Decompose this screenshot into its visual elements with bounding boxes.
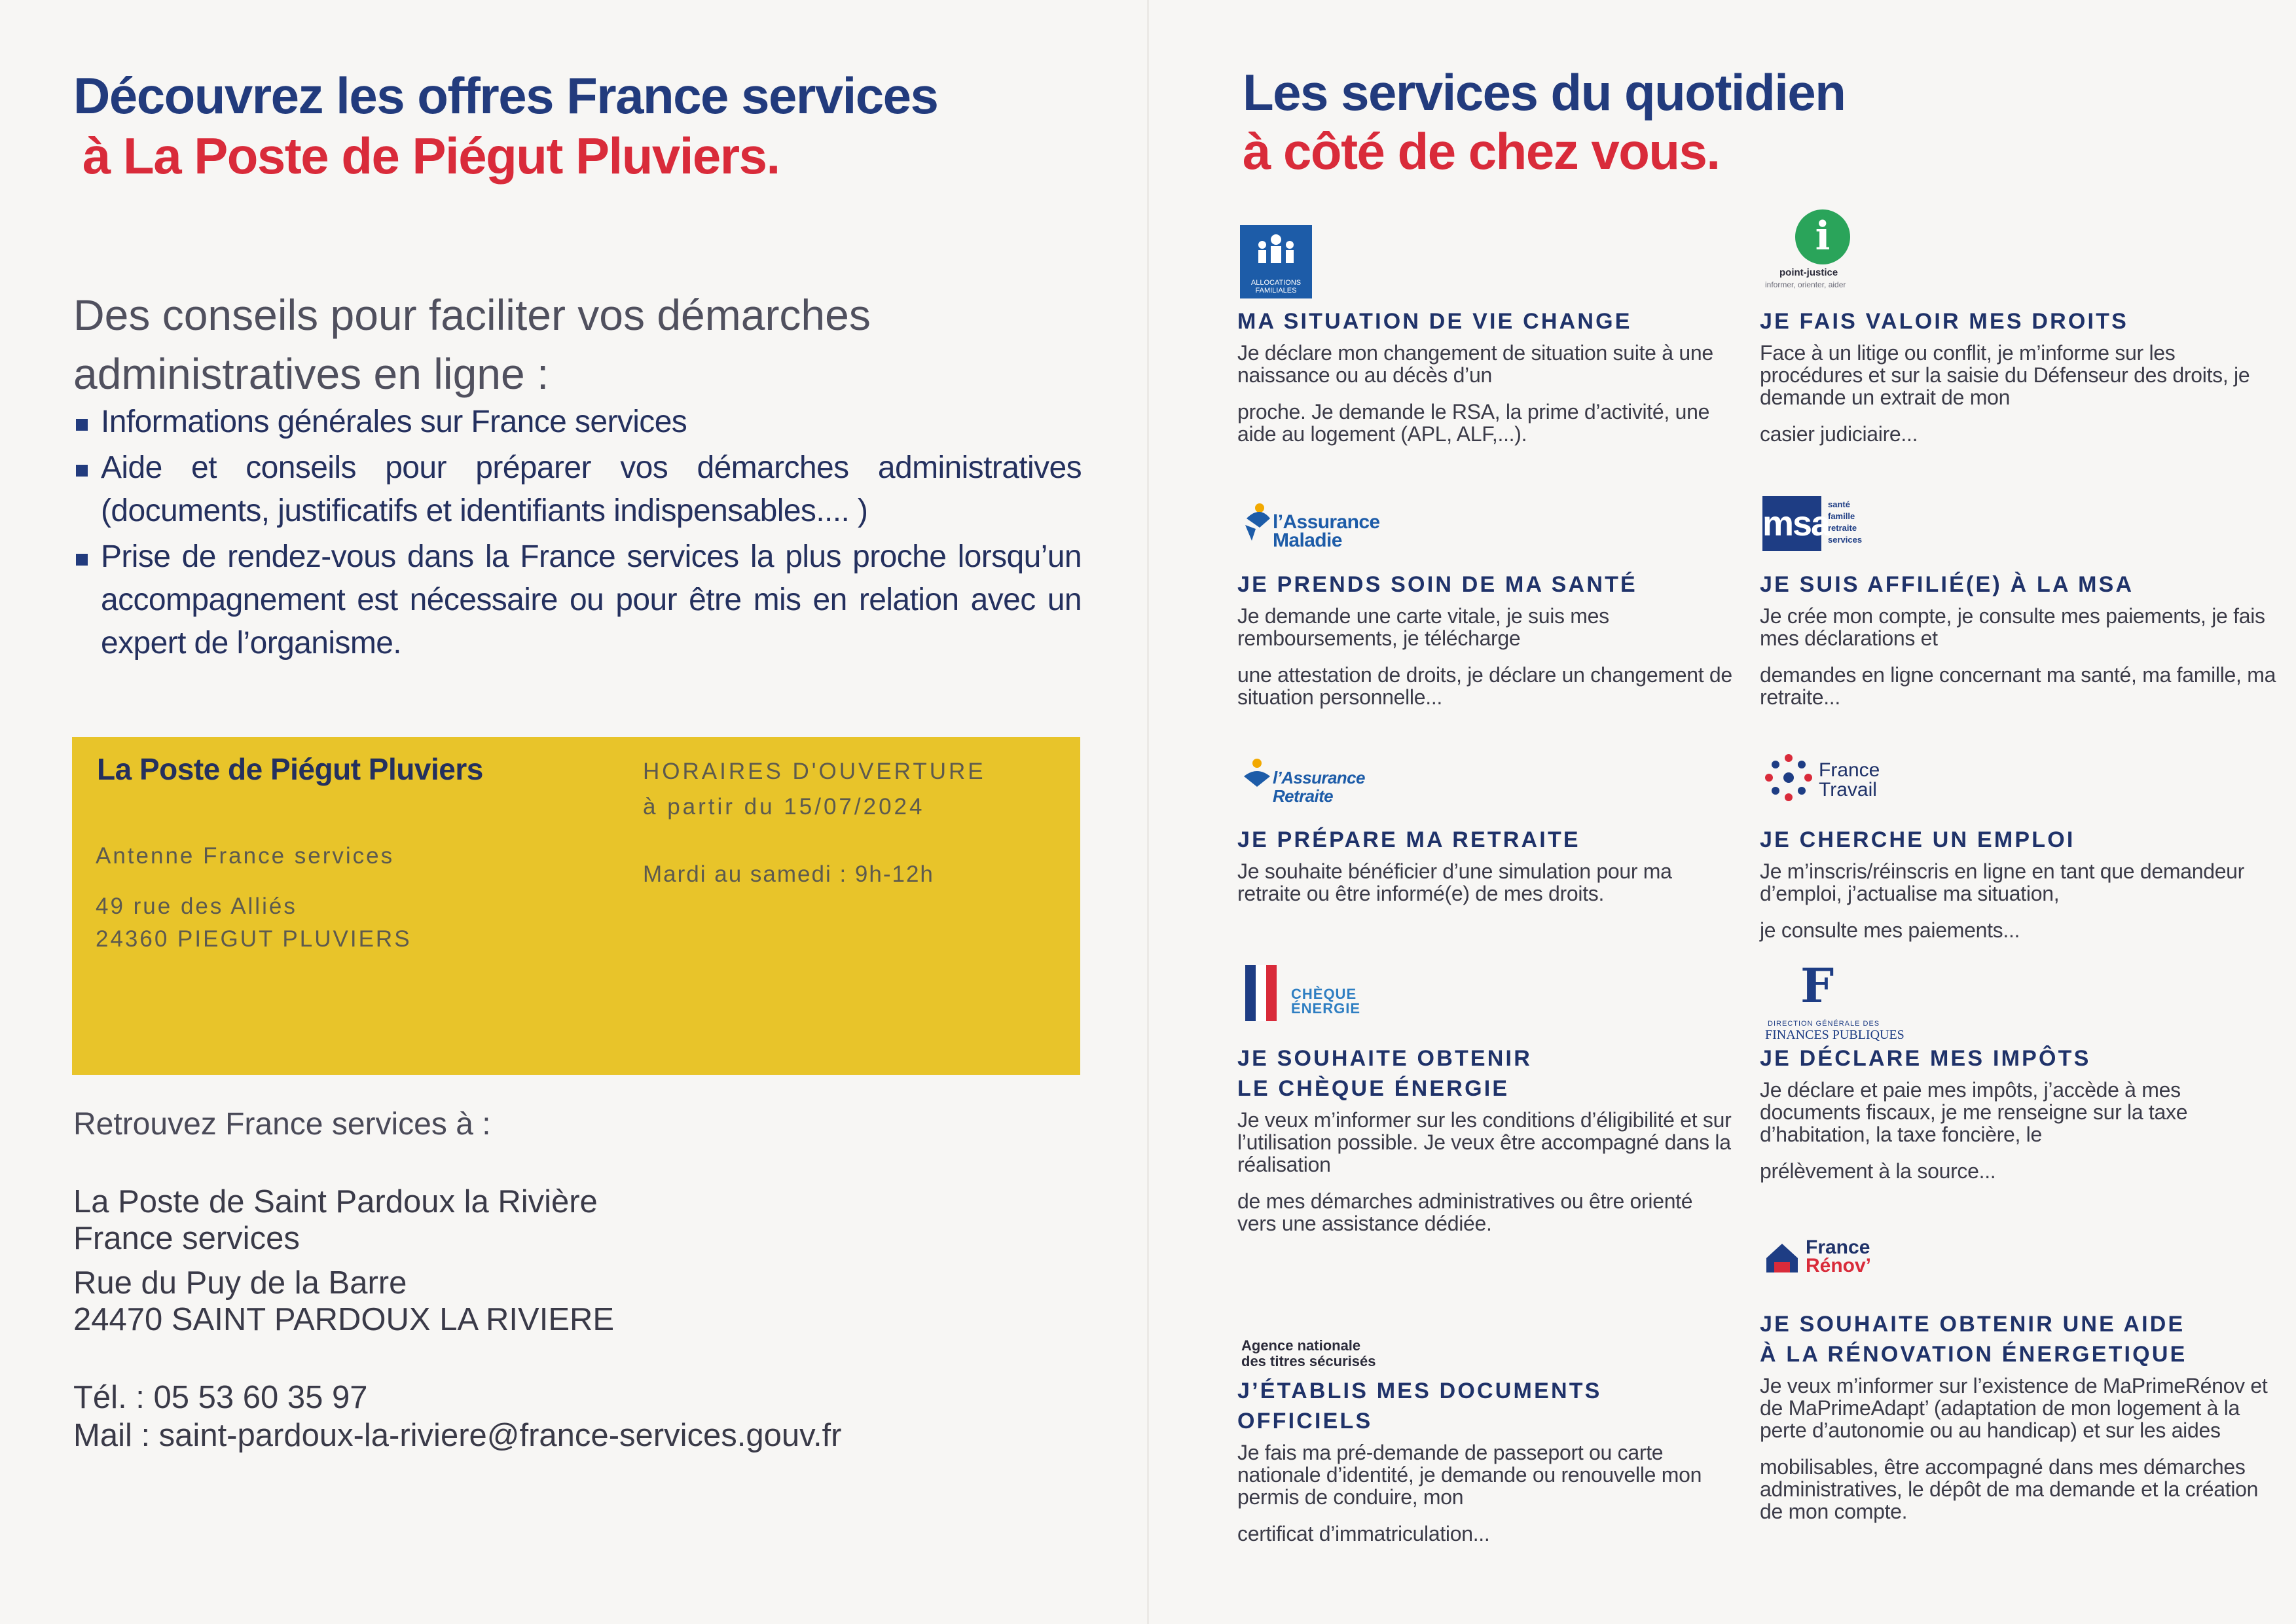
pj-desc1: Face à un litige ou conflit, je m’informe sur les procédures et sur la saisie du Défenseur des droits, je demande un extrait de mon <box>1760 341 2250 409</box>
service-france-renov <box>1760 1219 2277 1523</box>
conseils-list <box>73 401 1082 668</box>
office-name: La Poste de Piégut Pluviers <box>97 752 483 786</box>
msa-desc2: demandes en ligne concernant ma santé, ma famille, ma retraite... <box>1760 663 2276 709</box>
service-dgfip <box>1760 958 2277 1183</box>
ft-desc1: Je m’inscris/réinscris en ligne en tant que demandeur d’emploi, j’actualise ma situation, <box>1760 859 2245 905</box>
france-renov-logo-text <box>1806 1238 1871 1275</box>
left-headline-line1: Découvrez les offres France services <box>73 67 938 124</box>
assurance-retraite-logo <box>1237 744 1735 822</box>
office-subtitle: Antenne France services <box>96 843 395 869</box>
info-icon: i <box>1795 209 1850 264</box>
france-renov-logo <box>1760 1219 2277 1307</box>
ar-desc1: Je souhaite bénéficier d’une simulation pour ma retraite ou être informé(e) de mes droits. <box>1237 859 1672 905</box>
ce-title-line1: JE SOUHAITE OBTENIR <box>1237 1046 1532 1071</box>
other-office-line2: France services <box>73 1221 300 1256</box>
france-renov-house-icon <box>1762 1238 1802 1278</box>
right-headline-line2: à côté de chez vous. <box>1243 122 1720 180</box>
conseils-line1: Des conseils pour faciliter vos démarches <box>73 291 871 339</box>
ants-logo <box>1237 1286 1735 1373</box>
other-office-line3: Rue du Puy de la Barre <box>73 1265 407 1301</box>
service-ants <box>1237 1286 1735 1545</box>
opening-hours-title: HORAIRES D'OUVERTURE <box>643 759 986 784</box>
ce-desc1: Je veux m’informer sur les conditions d’éligibilité et sur l’utilisation possible. Je veux être accompagné dans la réalisation <box>1237 1108 1732 1176</box>
point-justice-logo <box>1760 209 2277 304</box>
service-point-justice <box>1760 209 2277 445</box>
service-france-travail <box>1760 744 2277 941</box>
contact-mail[interactable]: Mail : saint-pardoux-la-riviere@france-services.gouv.fr <box>73 1418 842 1453</box>
office-address-line1: 49 rue des Alliés <box>96 893 297 919</box>
msa-word: retraite <box>1828 523 1857 533</box>
assurance-maladie-logo-text: l’Assurance Maladie <box>1273 511 1380 551</box>
fr-desc2: mobilisables, être accompagné dans mes démarches administratives, le dépôt de ma demande et la création de mon compte. <box>1760 1455 2259 1523</box>
conseils-heading <box>73 285 1082 403</box>
other-office-address <box>73 1183 614 1338</box>
caf-title: MA SITUATION DE VIE CHANGE <box>1237 309 1632 334</box>
dgfip-logo-text: FINANCES PUBLIQUES <box>1765 1028 1904 1042</box>
opening-days: Mardi au samedi : 9h-12h <box>643 861 934 887</box>
pj-desc2: casier judiciaire... <box>1760 422 1918 446</box>
france-travail-logo-line2: Travail <box>1819 779 1877 801</box>
cheque-energie-logo-line1: CHÈQUE <box>1291 986 1357 1002</box>
ants-title-line1: J’ÉTABLIS MES DOCUMENTS <box>1237 1379 1602 1403</box>
msa-word: services <box>1828 535 1863 545</box>
office-address <box>96 890 412 956</box>
dgfip-desc2: prélèvement à la source... <box>1760 1159 1996 1183</box>
service-assurance-retraite <box>1237 744 1735 905</box>
france-travail-logo <box>1760 744 2277 822</box>
msa-logo <box>1760 488 2277 567</box>
retrouvez-label: Retrouvez France services à : <box>73 1107 491 1142</box>
ants-logo-line2: des titres sécurisés <box>1241 1353 1376 1369</box>
service-cheque-energie <box>1237 962 1735 1235</box>
list-item: Aide et conseils pour préparer vos démarches administratives (documents, justificatifs et identifiants indispensables.... ) <box>73 446 1082 533</box>
caf-logo <box>1237 225 1735 304</box>
ants-logo-text <box>1241 1338 1376 1369</box>
office-address-line2: 24360 PIEGUT PLUVIERS <box>96 926 412 952</box>
msa-logo-words <box>1828 499 1862 546</box>
ft-title: JE CHERCHE UN EMPLOI <box>1760 827 2075 852</box>
caf-family-icon <box>1253 232 1299 268</box>
right-page <box>1148 0 2296 1624</box>
right-headline <box>1243 63 1845 181</box>
msa-logo-text: msa <box>1762 496 1821 551</box>
point-justice-logo-sub: informer, orienter, aider <box>1765 280 1846 289</box>
dgfip-title: JE DÉCLARE MES IMPÔTS <box>1760 1046 2091 1071</box>
opening-hours-from: à partir du 15/07/2024 <box>643 794 925 820</box>
france-renov-logo-line1: France <box>1806 1236 1870 1258</box>
dgfip-desc1: Je déclare et paie mes impôts, j’accède à mes documents fiscaux, je me renseigne sur la taxe d’habitation, la taxe foncière, le <box>1760 1078 2188 1146</box>
cheque-energie-flag-icon <box>1240 962 1292 1028</box>
dgfip-f-icon: F <box>1800 958 1834 1013</box>
office-info-box <box>72 737 1080 1075</box>
ants-logo-line1: Agence nationale <box>1241 1337 1361 1354</box>
service-caf <box>1237 225 1735 445</box>
france-travail-logo-text <box>1819 761 1880 800</box>
assurance-retraite-logo-text: l’Assurance Retraite <box>1273 768 1365 806</box>
msa-desc1: Je crée mon compte, je consulte mes paiements, je fais mes déclarations et <box>1760 604 2265 650</box>
pj-title: JE FAIS VALOIR MES DROITS <box>1760 309 2128 334</box>
ce-title-line2: LE CHÈQUE ÉNERGIE <box>1237 1076 1510 1101</box>
am-title: JE PRENDS SOIN DE MA SANTÉ <box>1237 572 1637 597</box>
cheque-energie-logo-text <box>1291 987 1360 1016</box>
ce-desc2: de mes démarches administratives ou être orienté vers une assistance dédiée. <box>1237 1189 1693 1235</box>
fr-desc1: Je veux m’informer sur l’existence de MaPrimeRénov et de MaPrimeAdapt’ (adaptation de mon logement à la perte d’autonomie ou au handicap) et sur les aides <box>1760 1374 2268 1442</box>
ants-title-line2: OFFICIELS <box>1237 1409 1373 1434</box>
france-travail-dots-icon <box>1762 751 1815 804</box>
france-renov-logo-line2: Rénov’ <box>1806 1255 1872 1276</box>
conseils-line2: administratives en ligne : <box>73 350 549 398</box>
ar-title: JE PRÉPARE MA RETRAITE <box>1237 827 1580 852</box>
caf-logo-text: ALLOCATIONS FAMILIALES <box>1250 279 1302 295</box>
cheque-energie-logo-line2: ÉNERGIE <box>1291 1000 1361 1017</box>
dgfip-logo <box>1760 958 2277 1042</box>
cheque-energie-logo <box>1237 962 1735 1041</box>
caf-desc2: proche. Je demande le RSA, la prime d’activité, une aide au logement (APL, ALF,...). <box>1237 400 1710 446</box>
assurance-retraite-icon <box>1240 754 1273 800</box>
dgfip-logo-small: DIRECTION GÉNÉRALE DES <box>1768 1020 1880 1028</box>
list-item: Informations générales sur France services <box>73 401 1082 444</box>
am-desc1: Je demande une carte vitale, je suis mes remboursements, je télécharge <box>1237 604 1609 650</box>
assurance-maladie-icon <box>1240 499 1273 545</box>
ants-desc1: Je fais ma pré-demande de passeport ou carte nationale d’identité, je demande ou renouvelle mon permis de conduire, mon <box>1237 1441 1702 1509</box>
other-office-line1: La Poste de Saint Pardoux la Rivière <box>73 1184 598 1219</box>
msa-title: JE SUIS AFFILIÉ(E) À LA MSA <box>1760 572 2134 597</box>
msa-word: santé <box>1828 499 1850 509</box>
left-headline <box>73 65 938 186</box>
contact-tel: Tél. : 05 53 60 35 97 <box>73 1380 368 1415</box>
fr-title-line2: À LA RÉNOVATION ÉNERGETIQUE <box>1760 1342 2187 1367</box>
fr-title-line1: JE SOUHAITE OBTENIR UNE AIDE <box>1760 1312 2185 1337</box>
other-office-line4: 24470 SAINT PARDOUX LA RIVIERE <box>73 1302 615 1337</box>
point-justice-logo-text: point-justice <box>1779 267 1838 278</box>
msa-word: famille <box>1828 511 1855 521</box>
assurance-maladie-logo <box>1237 488 1735 567</box>
france-travail-logo-line1: France <box>1819 759 1880 781</box>
am-desc2: une attestation de droits, je déclare un changement de situation personnelle... <box>1237 663 1732 709</box>
service-msa <box>1760 488 2277 708</box>
contact-info <box>73 1379 842 1454</box>
caf-desc1: Je déclare mon changement de situation suite à une naissance ou au décès d’un <box>1237 341 1713 387</box>
opening-hours <box>643 754 986 825</box>
ants-desc2: certificat d’immatriculation... <box>1237 1522 1490 1545</box>
right-headline-line1: Les services du quotidien <box>1243 63 1846 121</box>
ft-desc2: je consulte mes paiements... <box>1760 918 2020 942</box>
left-headline-line2: à La Poste de Piégut Pluviers. <box>82 127 780 185</box>
list-item: Prise de rendez-vous dans la France services la plus proche lorsqu’un accompagnement est nécessaire ou pour être mis en relation avec un expert de l’organisme. <box>73 535 1082 665</box>
service-assurance-maladie <box>1237 488 1735 708</box>
